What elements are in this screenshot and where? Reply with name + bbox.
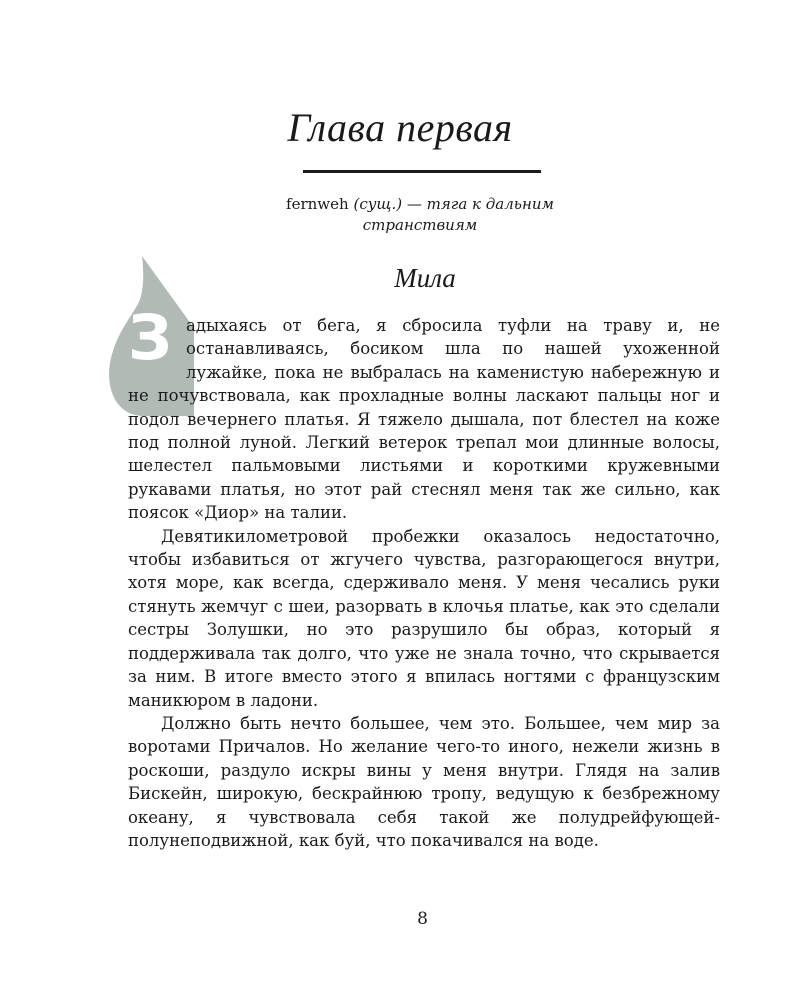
epigraph-definition-line1: тяга к дальним (426, 195, 554, 213)
dropcap-spacer (128, 316, 186, 382)
epigraph-dash: — (402, 195, 427, 213)
epigraph (240, 194, 600, 236)
body-text (128, 314, 720, 852)
paragraph-1 (128, 314, 720, 525)
epigraph-word: fernweh (286, 195, 349, 213)
title-rule (303, 170, 541, 173)
dropcap-letter: З (127, 301, 173, 374)
epigraph-definition-line2: странствиям (362, 216, 478, 234)
paragraph-3: Должно быть нечто большее, чем это. Большее, чем мир за воротами Причалов. Но желание чего-то иного, нежели жизнь в роскоши, раздуло искры вины у меня внутри. Глядя на залив Бискейн, широкую, бескрайнюю тропу, ведущую к безбрежному океану, я чувствовала себя такой же полудрейфующей-полунеподвижной, как буй, что покачивался на воде. (128, 713, 720, 850)
section-heading: Мила (394, 263, 456, 293)
epigraph-part-of-speech: (сущ.) (353, 195, 403, 213)
chapter-title: Глава первая (287, 105, 513, 150)
page-number: 8 (417, 909, 428, 929)
paragraph-1-text: адыхаясь от бега, я сбросила туфли на траву и, не останавливаясь, босиком шла по нашей ухоженной лужайке, пока не выбралась на каменистую набережную и не почувствовала, как прохладные волны ласкают пальцы ног и подол вечернего платья. Я тяжело дышала, пот блестел на коже под полной луной. Легкий ветерок трепал мои длинные волосы, шелестел пальмовыми листьями и короткими кружевными рукавами платья, но этот рай стеснял меня так же сильно, как поясок «Диор» на талии. (128, 316, 720, 523)
paragraph-2: Девятикилометровой пробежки оказалось недостаточно, чтобы избавиться от жгучего чувства, разгорающегося внутри, хотя море, как всегда, сдерживало меня. У меня чесались руки стянуть жемчуг с шеи, разорвать в клочья платье, как это сделали сестры Золушки, но это разрушило бы образ, который я поддерживала так долго, что уже не знала точно, что скрывается за ним. В итоге вместо этого я впилась ногтями с французским маникюром в ладони. (128, 526, 720, 710)
